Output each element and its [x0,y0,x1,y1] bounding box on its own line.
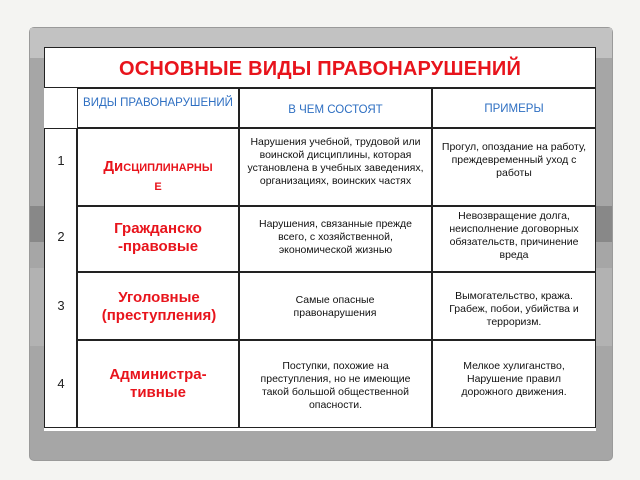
kind-part: Е [154,181,162,193]
header-examples: ПРИМЕРЫ [484,103,544,115]
row-number: 1 [57,153,65,168]
example-cell: Прогул, опоздание на работу, преждевременный уход с работы [441,141,587,179]
kind-civil: Гражданско -правовые [114,220,202,255]
kind-part: Ди [103,158,124,175]
example-cell: Вымогательство, кража. Грабеж, побои, убийства и терроризм. [449,290,579,328]
example-cell: Невозвращение долга, неисполнение договорных обязательств, причинение вреда [449,210,579,261]
kind-criminal: Уголовные (преступления) [101,289,217,324]
essence-cell: Самые опасные правонарушения [293,294,377,319]
row-number: 3 [57,298,65,313]
essence-cell: Поступки, похожие на преступления, но не имеющие такой большой общественной опасности. [260,360,411,411]
header-essence: В ЧЕМ СОСТОЯТ [288,104,383,116]
kind-administrative: Администра-тивные [109,366,207,401]
kind-disciplinary [82,158,234,196]
header-kinds: ВИДЫ ПРАВОНАРУШЕНИЙ [83,97,233,109]
essence-cell: Нарушения, связанные прежде всего, с хозяйственной, экономической жизнью [258,218,413,256]
example-cell: Мелкое хулиганство, Нарушение правил дорожного движения. [461,360,567,398]
row-number: 2 [57,229,65,244]
page-title: ОСНОВНЫЕ ВИДЫ ПРАВОНАРУШЕНИЙ [118,58,522,80]
kind-part: СЦИПЛИНАРНЫ [123,162,213,174]
row-number: 4 [57,376,65,391]
essence-cell: Нарушения учебной, трудовой или воинской дисциплины, которая установлена в учебных заведениях, организациях, воинских частях [247,136,424,187]
